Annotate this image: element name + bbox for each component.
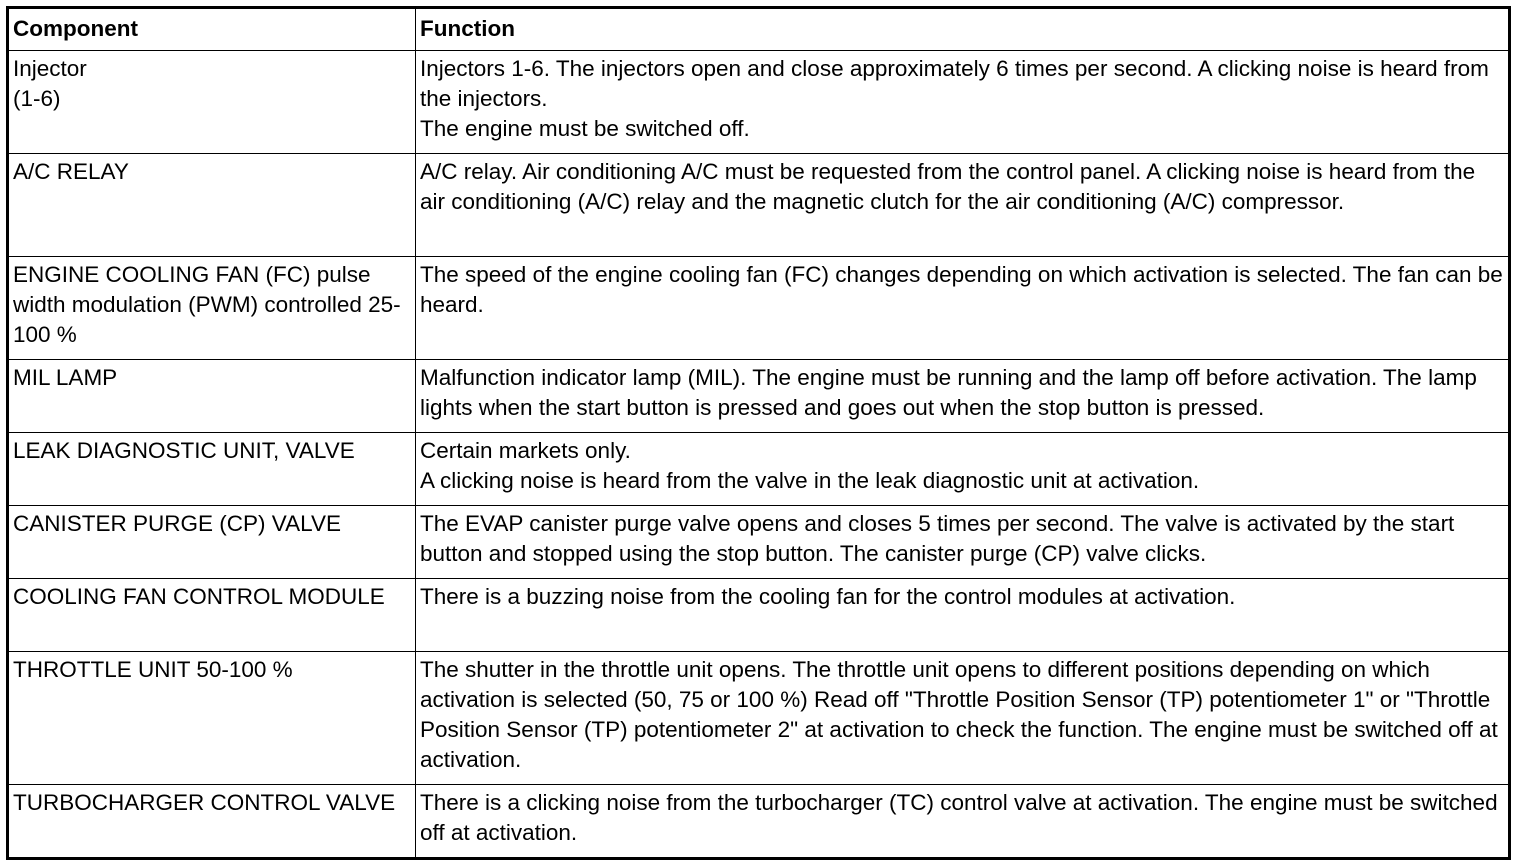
component-cell: COOLING FAN CONTROL MODULE (8, 579, 416, 652)
component-cell: A/C RELAY (8, 154, 416, 257)
function-cell: There is a buzzing noise from the cooling fan for the control modules at activation. (416, 579, 1510, 652)
column-header-component: Component (8, 8, 416, 51)
component-cell: THROTTLE UNIT 50-100 % (8, 652, 416, 785)
table-header-row (8, 8, 1510, 51)
table-row (8, 154, 1510, 257)
table-row (8, 360, 1510, 433)
component-cell: MIL LAMP (8, 360, 416, 433)
function-cell: The shutter in the throttle unit opens. The throttle unit opens to different positions depending on which activation is selected (50, 75 or 100 %) Read off "Throttle Position Sensor (TP) potentiometer 1" or "Throttle Position Sensor (TP) potentiometer 2" at activation to check the function. The engine must be switched off at activation. (416, 652, 1510, 785)
function-cell: The speed of the engine cooling fan (FC) changes depending on which activation is selected. The fan can be heard. (416, 257, 1510, 360)
table-row (8, 433, 1510, 506)
function-cell: There is a clicking noise from the turbocharger (TC) control valve at activation. The engine must be switched off at activation. (416, 785, 1510, 859)
component-function-table (6, 6, 1511, 860)
function-cell: A/C relay. Air conditioning A/C must be requested from the control panel. A clicking noise is heard from the air conditioning (A/C) relay and the magnetic clutch for the air conditioning (A/C) compressor. (416, 154, 1510, 257)
table-row (8, 785, 1510, 859)
table-row (8, 579, 1510, 652)
table-row (8, 652, 1510, 785)
component-cell: TURBOCHARGER CONTROL VALVE (8, 785, 416, 859)
column-header-function: Function (416, 8, 1510, 51)
function-cell: The EVAP canister purge valve opens and closes 5 times per second. The valve is activated by the start button and stopped using the stop button. The canister purge (CP) valve clicks. (416, 506, 1510, 579)
component-function-table-container (6, 6, 1511, 860)
component-cell: LEAK DIAGNOSTIC UNIT, VALVE (8, 433, 416, 506)
table-row (8, 51, 1510, 154)
function-cell: Injectors 1-6. The injectors open and close approximately 6 times per second. A clicking noise is heard from the injectors. The engine must be switched off. (416, 51, 1510, 154)
table-row (8, 506, 1510, 579)
component-cell: ENGINE COOLING FAN (FC) pulse width modulation (PWM) controlled 25-100 % (8, 257, 416, 360)
component-cell: CANISTER PURGE (CP) VALVE (8, 506, 416, 579)
function-cell: Certain markets only. A clicking noise is heard from the valve in the leak diagnostic unit at activation. (416, 433, 1510, 506)
table-row (8, 257, 1510, 360)
component-cell: Injector (1-6) (8, 51, 416, 154)
function-cell: Malfunction indicator lamp (MIL). The engine must be running and the lamp off before activation. The lamp lights when the start button is pressed and goes out when the stop button is pressed. (416, 360, 1510, 433)
